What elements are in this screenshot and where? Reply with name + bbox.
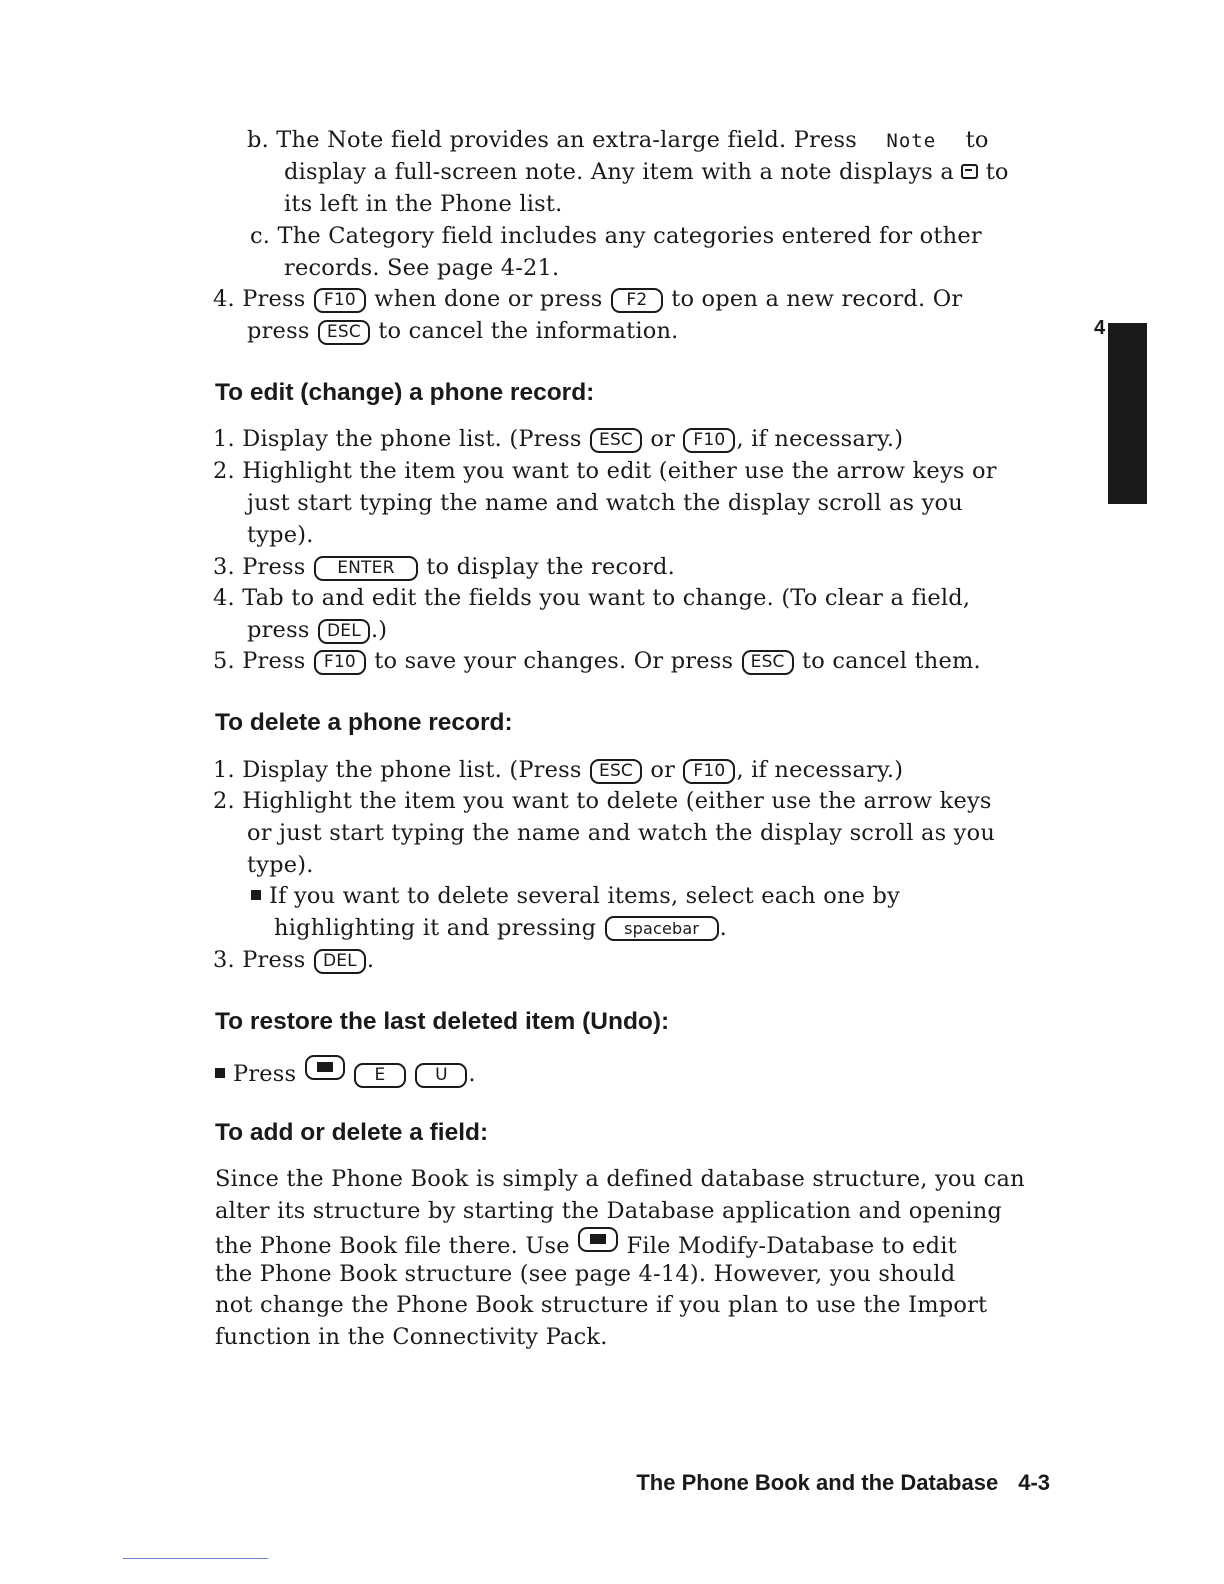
text: . [719, 915, 727, 941]
heading-add-delete-field: To add or delete a field: [215, 1119, 489, 1146]
text: press [247, 617, 310, 643]
text: . [366, 947, 375, 973]
text: . [468, 1061, 476, 1087]
note-softkey: Note [886, 130, 937, 152]
f10-key: F10 [683, 759, 735, 784]
field-para-line1: Since the Phone Book is simply a defined database structure, you can [215, 1166, 1025, 1192]
f2-key: F2 [611, 288, 663, 313]
item-b-line2 [284, 157, 1009, 187]
delete-step1 [213, 755, 903, 785]
esc-key: ESC [742, 650, 794, 675]
delete-step3 [213, 945, 374, 975]
text: the Phone Book file there. Use [215, 1233, 570, 1259]
text: 4. Press [213, 286, 306, 312]
edit-step3 [213, 552, 675, 582]
text: , if necessary.) [736, 426, 904, 452]
chapter-tab-marker [1108, 323, 1147, 504]
menu-key-icon [578, 1227, 618, 1252]
page-footer [636, 1470, 1050, 1496]
heading-edit-record: To edit (change) a phone record: [215, 379, 595, 406]
delete-bullet-line1 [251, 881, 900, 911]
f10-key: F10 [314, 288, 366, 313]
undo-step [215, 1055, 476, 1089]
text: Press [233, 1061, 297, 1087]
text: b. The Note field provides an extra-large field. Press [247, 127, 857, 153]
item-b-line3: its left in the Phone list. [284, 191, 563, 217]
delete-bullet-line2 [274, 913, 727, 943]
esc-key: ESC [590, 428, 642, 453]
step4-line2 [247, 316, 679, 346]
text: or [650, 426, 676, 452]
esc-key: ESC [590, 759, 642, 784]
text: .) [370, 617, 388, 643]
text: display a full-screen note. Any item with a note displays a [284, 159, 954, 185]
esc-key: ESC [318, 320, 370, 345]
text: to [965, 127, 989, 153]
field-para-line2: alter its structure by starting the Database application and opening [215, 1198, 1003, 1224]
heading-delete-record: To delete a phone record: [215, 709, 513, 736]
field-para-line5: not change the Phone Book structure if you plan to use the Import [215, 1292, 988, 1318]
f10-key: F10 [683, 428, 735, 453]
footer-title: The Phone Book and the Database [636, 1470, 999, 1495]
text: highlighting it and pressing [274, 915, 597, 941]
edit-step2-line2: just start typing the name and watch the display scroll as you [247, 490, 963, 516]
text: to cancel the information. [378, 318, 679, 344]
enter-key: ENTER [314, 556, 418, 581]
bullet-icon [251, 890, 261, 900]
edit-step5 [213, 646, 981, 676]
text: to open a new record. Or [671, 286, 963, 312]
item-b-line1 [247, 125, 989, 156]
text: 3. Press [213, 947, 306, 973]
delete-step2-line1: 2. Highlight the item you want to delete (either use the arrow keys [213, 788, 992, 814]
text: or [650, 757, 676, 783]
delete-step2-line3: type). [247, 852, 314, 878]
text: 5. Press [213, 648, 306, 674]
text: to save your changes. Or press [374, 648, 734, 674]
bullet-icon [215, 1068, 225, 1078]
text: , if necessary.) [736, 757, 904, 783]
del-key: DEL [318, 619, 370, 644]
step4-line1 [213, 284, 962, 314]
e-key: E [354, 1063, 406, 1088]
field-para-line3 [215, 1227, 957, 1261]
item-c-line1: c. The Category field includes any categories entered for other [250, 223, 982, 249]
field-para-line4: the Phone Book structure (see page 4-14). However, you should [215, 1261, 956, 1287]
text: to cancel them. [802, 648, 981, 674]
text: 1. Display the phone list. (Press [213, 426, 582, 452]
edit-step4-line1: 4. Tab to and edit the fields you want to change. (To clear a field, [213, 585, 971, 611]
spacebar-key: spacebar [605, 916, 719, 941]
text: If you want to delete several items, select each one by [269, 883, 901, 909]
edit-step4-line2 [247, 615, 387, 645]
u-key: U [415, 1063, 467, 1088]
scan-artifact-line [123, 1558, 268, 1559]
edit-step1 [213, 424, 903, 454]
f10-key: F10 [314, 650, 366, 675]
edit-step2-line1: 2. Highlight the item you want to edit (either use the arrow keys or [213, 458, 997, 484]
text: 3. Press [213, 554, 306, 580]
delete-step2-line2: or just start typing the name and watch the display scroll as you [247, 820, 996, 846]
text: when done or press [374, 286, 603, 312]
heading-undo: To restore the last deleted item (Undo): [215, 1008, 670, 1035]
page-number: 4-3 [1018, 1470, 1050, 1495]
text: to [985, 159, 1009, 185]
field-para-line6: function in the Connectivity Pack. [215, 1324, 608, 1350]
item-c-line2: records. See page 4-21. [284, 255, 560, 281]
chapter-tab-number: 4 [1094, 317, 1106, 339]
del-key: DEL [314, 949, 366, 974]
menu-key-icon [305, 1055, 345, 1080]
text: 1. Display the phone list. (Press [213, 757, 582, 783]
text: File Modify-Database to edit [626, 1233, 957, 1259]
edit-step2-line3: type). [247, 522, 314, 548]
note-icon [961, 164, 978, 179]
text: to display the record. [426, 554, 675, 580]
text: press [247, 318, 310, 344]
